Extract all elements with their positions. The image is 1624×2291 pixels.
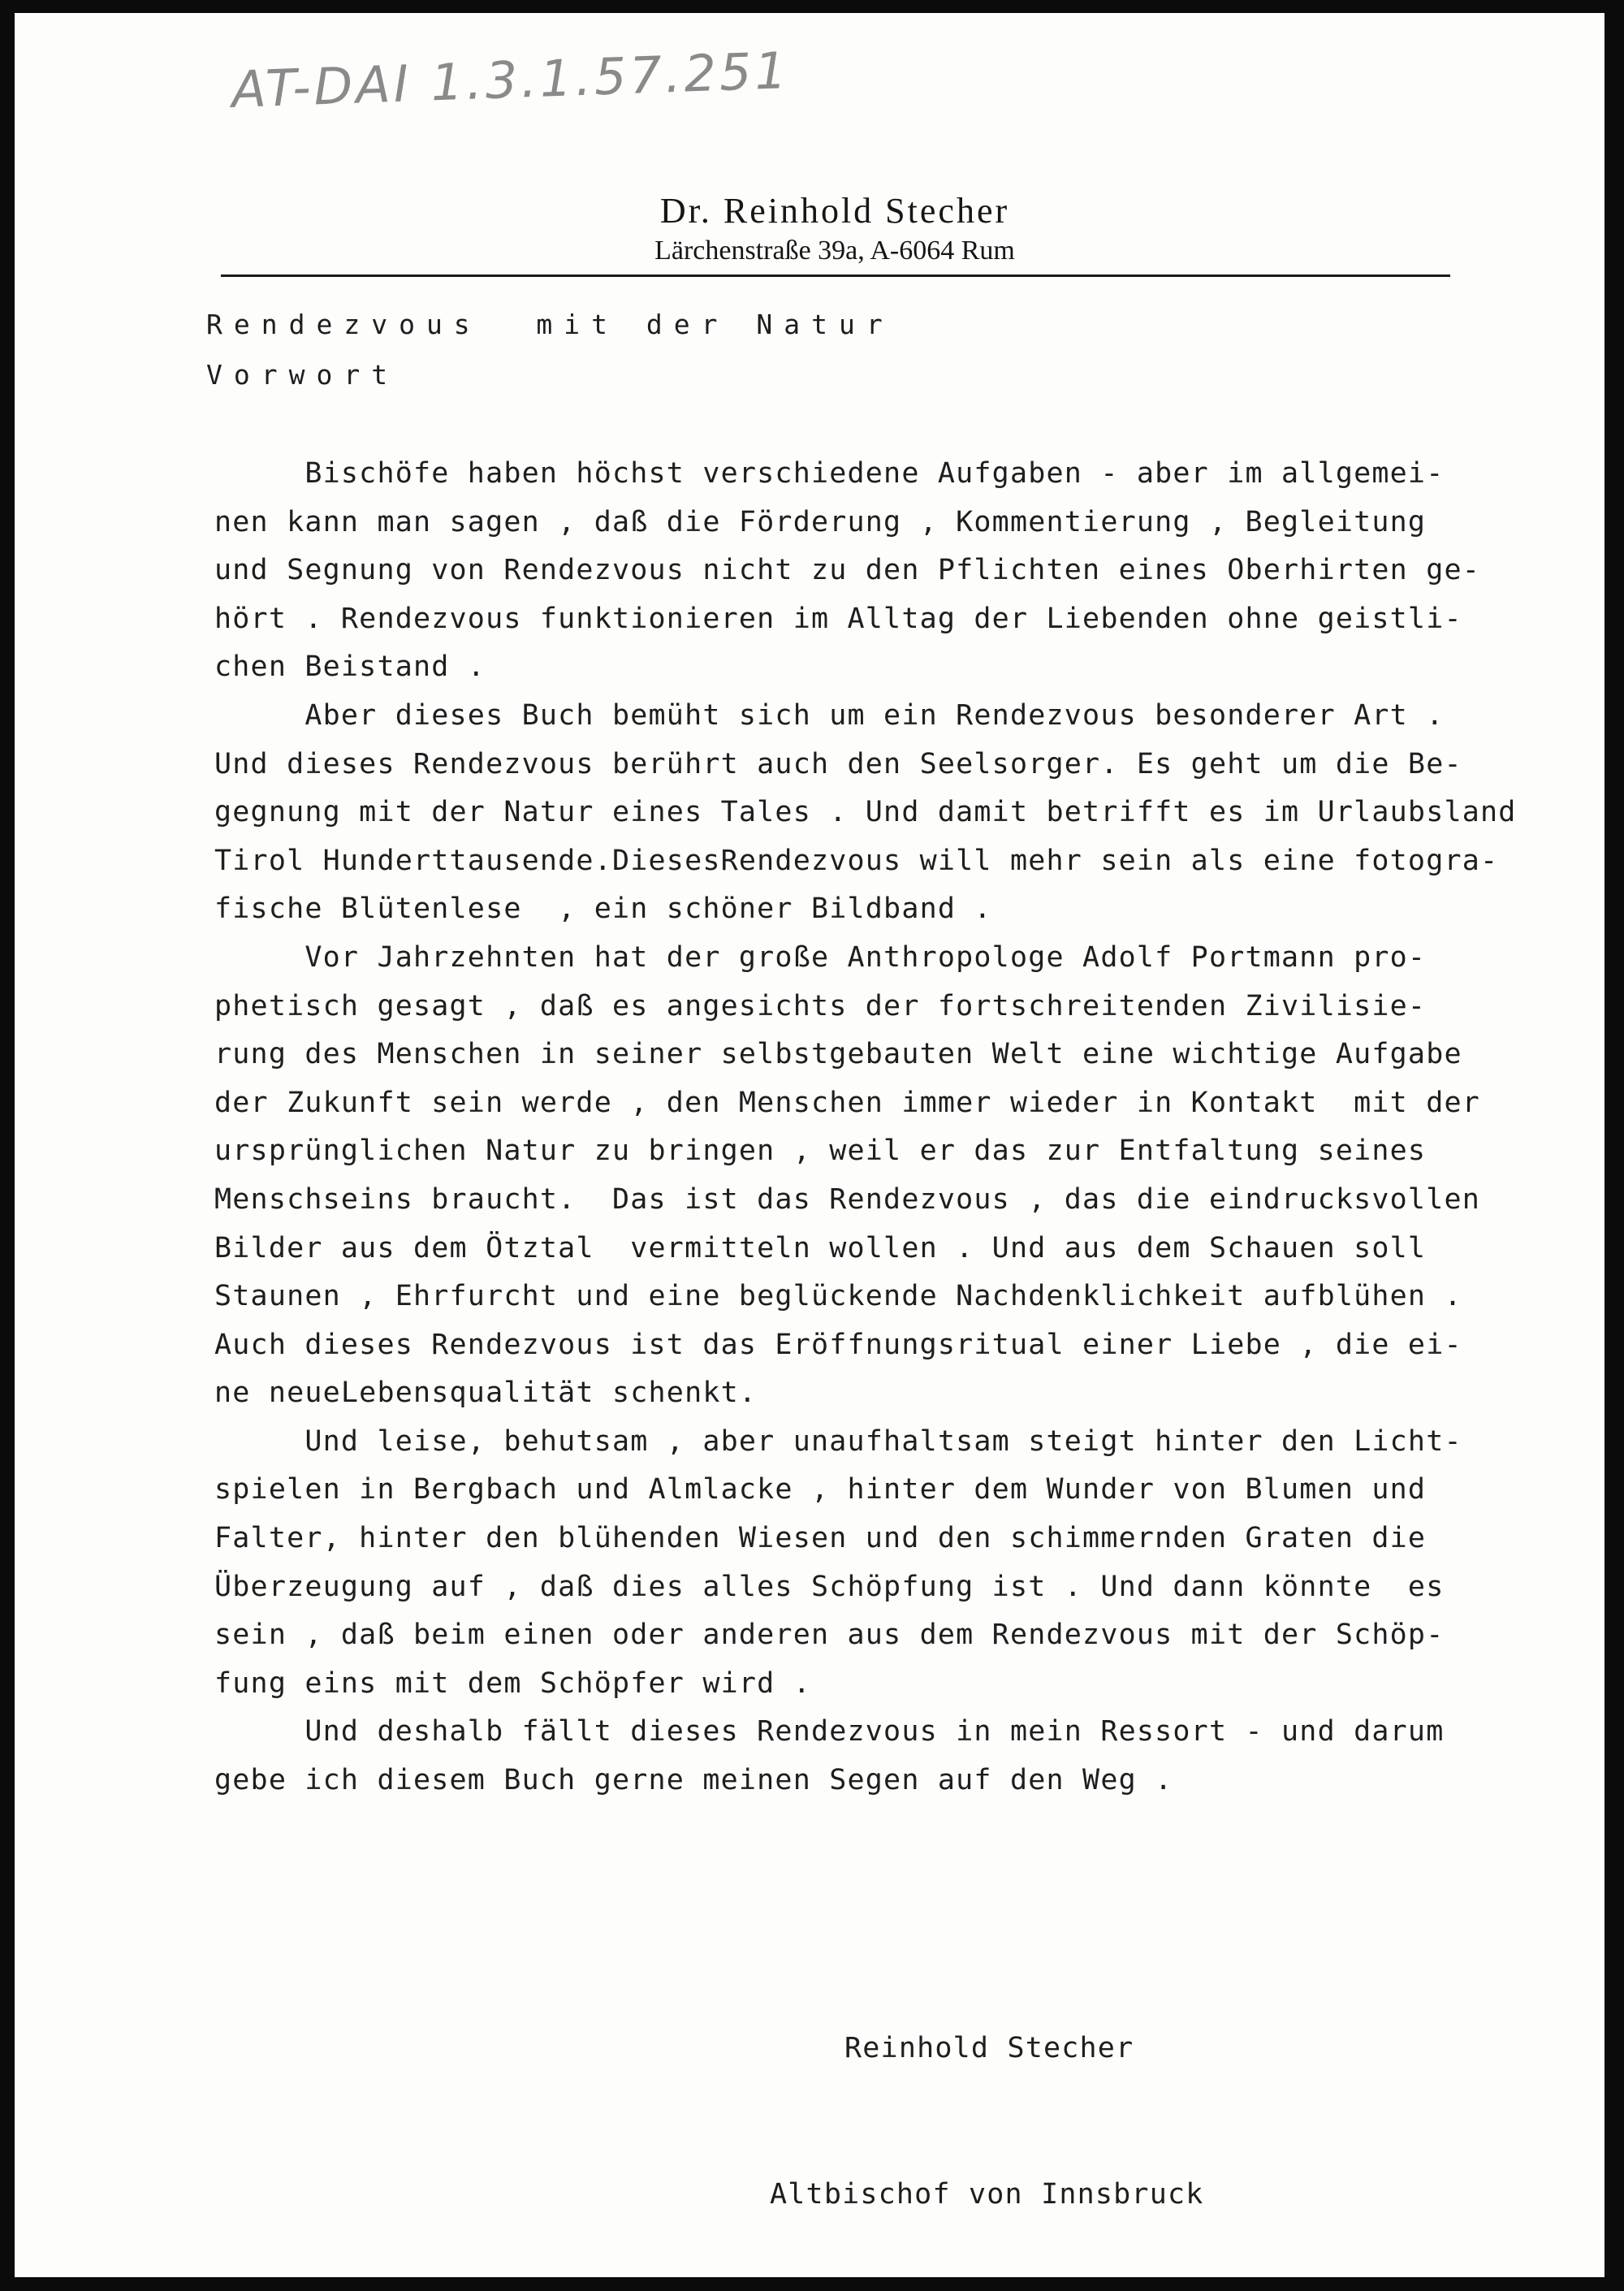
body-line: ne neueLebensqualität schenkt. xyxy=(214,1377,758,1410)
body-text xyxy=(214,450,1517,1805)
body-line: ursprünglichen Natur zu bringen , weil er das zur Entfaltung seines xyxy=(214,1135,1427,1168)
letterhead-rule xyxy=(221,274,1450,277)
document-page xyxy=(15,13,1605,2277)
body-line: Auch dieses Rendezvous ist das Eröffnungsritual einer Liebe , die ei- xyxy=(214,1328,1462,1361)
body-line: rung des Menschen in seiner selbstgebauten Welt eine wichtige Aufgabe xyxy=(214,1038,1462,1071)
letterhead-name: Dr. Reinhold Stecher xyxy=(659,191,1010,231)
archive-reference: AT-DAI 1.3.1.57.251 xyxy=(231,40,791,119)
body-line: Menschseins braucht. Das ist das Rendezvous , das die eindrucksvollen xyxy=(214,1182,1481,1216)
body-line: der Zukunft sein werde , den Menschen immer wieder in Kontakt mit der xyxy=(214,1086,1481,1119)
body-line: sein , daß beim einen oder anderen aus dem Rendezvous mit der Schöp- xyxy=(214,1619,1445,1652)
body-line: Tirol Hunderttausende.DiesesRendezvous will mehr sein als eine fotogra- xyxy=(214,844,1499,877)
body-line: Bilder aus dem Ötztal vermitteln wollen . Und aus dem Schauen soll xyxy=(214,1231,1427,1264)
book-title: Rendezvous mit der Natur xyxy=(206,309,894,340)
body-line: gegnung mit der Natur eines Tales . Und damit betrifft es im Urlaubsland xyxy=(214,796,1517,829)
body-line: Vor Jahrzehnten hat der große Anthropologe Adolf Portmann pro- xyxy=(214,940,1427,974)
section-heading: Vorwort xyxy=(206,359,400,391)
body-line: nen kann man sagen , daß die Förderung , Kommentierung , Begleitung xyxy=(214,505,1427,538)
body-line: spielen in Bergbach und Almlacke , hinter dem Wunder von Blumen und xyxy=(214,1473,1427,1506)
body-line: Staunen , Ehrfurcht und eine beglückende Nachdenklichkeit aufblühen . xyxy=(214,1280,1462,1313)
body-line: Und dieses Rendezvous berührt auch den Seelsorger. Es geht um die Be- xyxy=(214,747,1462,780)
body-line: fung eins mit dem Schöpfer wird . xyxy=(214,1666,811,1700)
body-line: Bischöfe haben höchst verschiedene Aufgaben - aber im allgemei- xyxy=(214,457,1445,490)
body-line: Überzeugung auf , daß dies alles Schöpfung ist . Und dann könnte es xyxy=(214,1570,1445,1603)
body-line: phetisch gesagt , daß es angesichts der fortschreitenden Zivilisie- xyxy=(214,989,1427,1022)
letterhead-address: Lärchenstraße 39a, A-6064 Rum xyxy=(654,236,1015,266)
signature-role: Altbischof von Innsbruck xyxy=(770,2178,1204,2211)
body-line: Aber dieses Buch bemüht sich um ein Rendezvous besonderer Art . xyxy=(214,698,1445,732)
signature-name: Reinhold Stecher xyxy=(844,2032,1134,2064)
body-line: gebe ich diesem Buch gerne meinen Segen auf den Weg . xyxy=(214,1764,1173,1797)
letterhead xyxy=(218,192,1452,266)
signature-block xyxy=(770,1926,1204,2277)
body-line: Falter, hinter den blühenden Wiesen und den schimmernden Graten die xyxy=(214,1522,1427,1555)
body-line: Und leise, behutsam , aber unaufhaltsam steigt hinter den Licht- xyxy=(214,1424,1462,1458)
body-line: fische Blütenlese , ein schöner Bildband . xyxy=(214,893,992,926)
body-line: chen Beistand . xyxy=(214,651,486,684)
body-line: hört . Rendezvous funktionieren im Alltag der Liebenden ohne geistli- xyxy=(214,602,1462,635)
body-line: Und deshalb fällt dieses Rendezvous in mein Ressort - und darum xyxy=(214,1715,1445,1749)
body-line: und Segnung von Rendezvous nicht zu den Pflichten eines Oberhirten ge- xyxy=(214,554,1481,587)
